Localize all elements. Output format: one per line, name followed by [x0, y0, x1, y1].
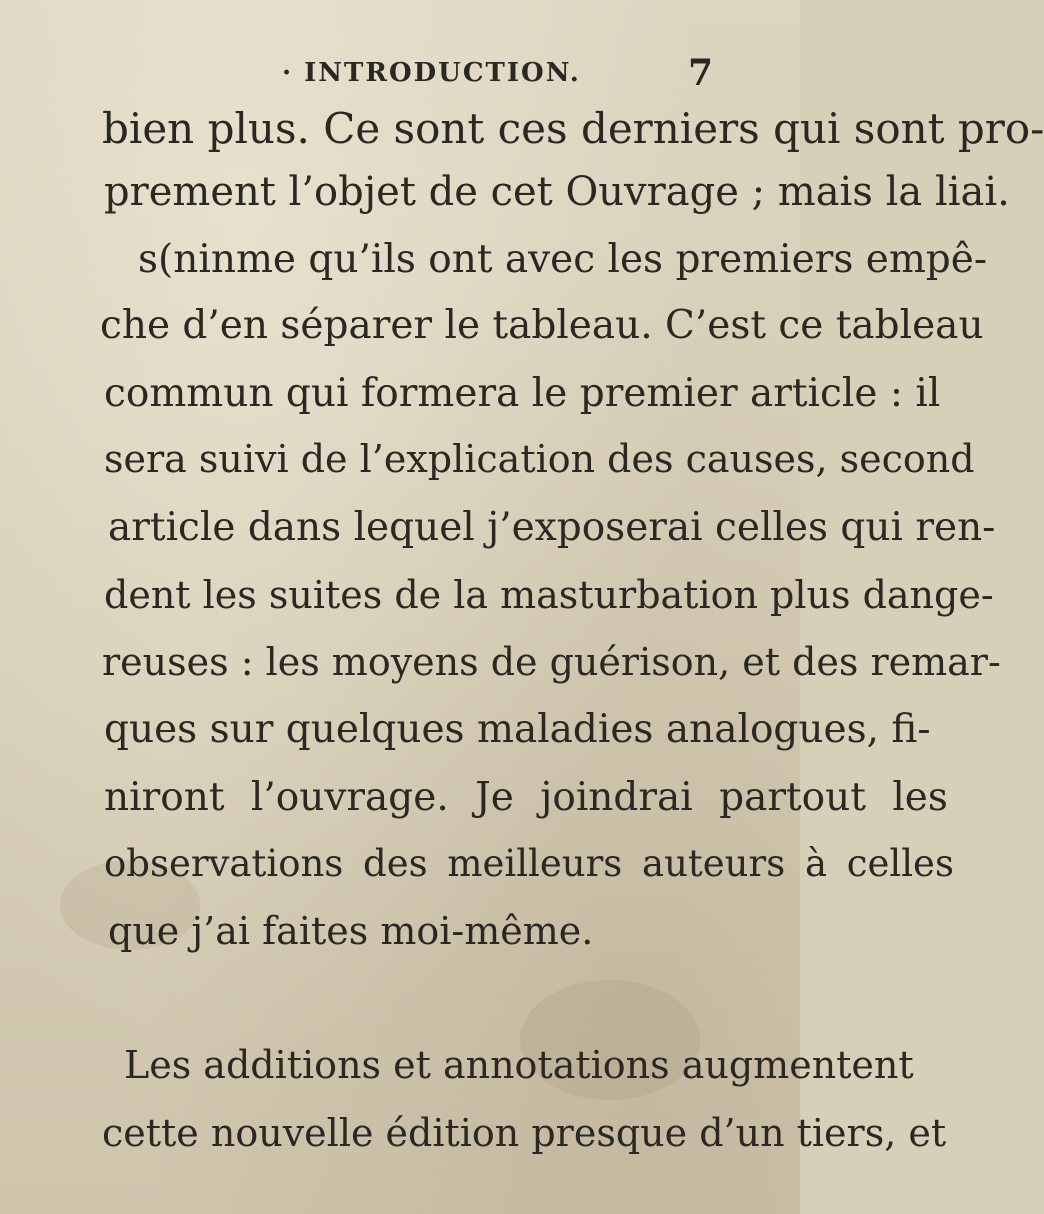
text-line: niront l’ouvrage. Je joindrai partout les [104, 775, 948, 820]
text-line: ques sur quelques maladies analogues, fi- [104, 707, 931, 752]
text-line: Les additions et annotations augmentent [124, 1043, 914, 1087]
text-line: observations des meilleurs auteurs à celles [104, 842, 954, 885]
text-line: que j’ai faites moi-même. [108, 909, 594, 953]
text-line: bien plus. Ce sont ces derniers qui sont pro- [102, 104, 1044, 153]
text-line: article dans lequel j’exposerai celles qui ren- [108, 505, 996, 550]
text-line: sera suivi de l’explication des causes, second [104, 437, 975, 481]
text-line: cette nouvelle édition presque d’un tiers, et [102, 1111, 947, 1155]
text-line: s(ninme qu’ils ont avec les premiers empê- [138, 237, 988, 282]
text-line: reuses : les moyens de guérison, et des remar- [102, 640, 1001, 684]
text-line: dent les suites de la masturbation plus dange- [104, 573, 994, 617]
text-line: che d’en séparer le tableau. C’est ce tableau [100, 303, 984, 348]
running-head: · INTRODUCTION. [282, 58, 581, 88]
text-line: commun qui formera le premier article : il [104, 371, 941, 416]
page-number: 7 [688, 52, 714, 94]
text-line: prement l’objet de cet Ouvrage ; mais la liai. [104, 169, 1010, 215]
